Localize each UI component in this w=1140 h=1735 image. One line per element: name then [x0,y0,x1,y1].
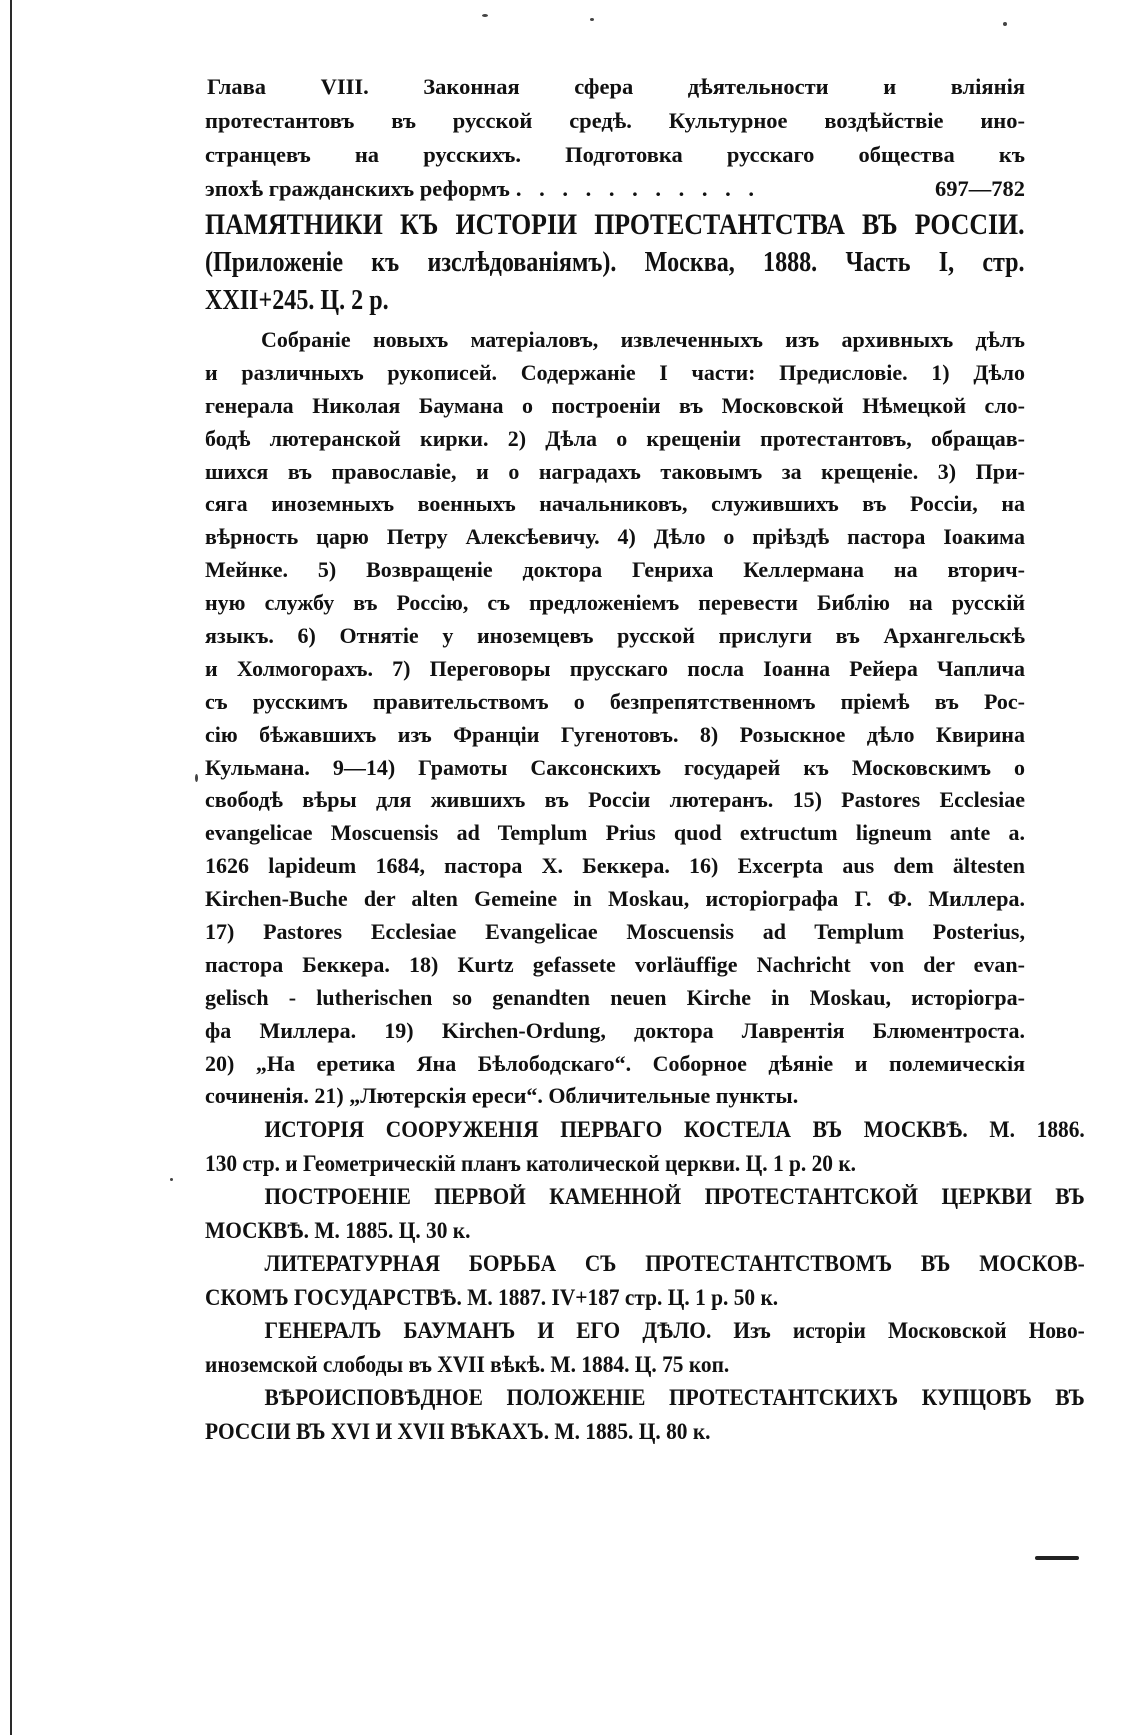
chapter-line: эпохѣ гражданскихъ реформъ [205,176,510,201]
contents-line: и различныхъ рукописей. Содержаніе I части: Предисловіе. 1) Дѣло [205,359,1025,385]
monument-title-line: ПАМЯТНИКИ КЪ ИСТОРІИ ПРОТЕСТАНТСТВА ВЪ РОССІИ. [205,208,1025,241]
contents-line: 17) Pastores Ecclesiae Evangelicae Moscuensis ad Templum Posterius, [205,919,1025,945]
entry-detail-line: СКОМЪ ГОСУДАРСТВѢ. М. 1887. IV+187 стр. Ц. 1 р. 50 к. [205,1284,779,1310]
scan-edge-line [10,0,12,1735]
chapter-line: Глава VIII. Законная сфера дѣятельности и вліянія [207,74,1025,99]
contents-line: Кульмана. 9—14) Грамоты Саксонскихъ государей къ Московскимъ о [205,754,1025,780]
scan-speck [590,18,594,21]
entry-title-line: ЛИТЕРАТУРНАЯ БОРЬБА СЪ ПРОТЕСТАНТСТВОМЪ ВЪ МОСКОВ- [264,1251,1085,1277]
scan-speck [170,1178,173,1181]
contents-line: сяга иноземныхъ военныхъ начальниковъ, служившихъ въ Россіи, на [205,491,1025,517]
text-column [205,70,1085,1448]
entry-title-line: ГЕНЕРАЛЪ БАУМАНЪ И ЕГО ДѢЛО. Изъ исторіи Московской Ново- [264,1318,1085,1344]
contents-line: бодѣ лютеранской кирки. 2) Дѣла о крещеніи протестантовъ, обращав- [205,425,1025,451]
contents-line: сочиненія. 21) „Лютерскія ереси“. Обличительные пункты. [205,1083,799,1109]
contents-line: и Холмогорахъ. 7) Переговоры прусскаго посла Іоанна Рейера Чаплича [205,655,1025,681]
contents-line: gelisch - lutherischen so genandten neuen Kirche in Moskau, исторіогра- [205,984,1025,1010]
entry-detail-line: 130 стр. и Геометрическій планъ католической церкви. Ц. 1 р. 20 к. [205,1150,856,1176]
entry-detail-line: РОССІИ ВЪ XVI И XVII ВѢКАХЪ. М. 1885. Ц. 80 к. [205,1418,711,1444]
entry-title-line: ИСТОРІЯ СООРУЖЕНІЯ ПЕРВАГО КОСТЕЛА ВЪ МОСКВѢ. М. 1886. [264,1117,1085,1143]
monument-title-line: XXII+245. Ц. 2 р. [205,285,389,316]
contents-line: 1626 lapideum 1684, пастора Х. Беккера. 16) Excerpta aus dem ältesten [205,853,1025,879]
scan-speck [1003,22,1007,26]
contents-line: съ русскимъ правительствомъ о безпрепятственномъ пріемѣ въ Рос- [205,688,1025,714]
chapter-line: протестантовъ въ русской средѣ. Культурное воздѣйствіе ино- [205,108,1025,133]
contents-line: пастора Беккера. 18) Kurtz gefassete vorläuffige Nachricht von der evan- [205,951,1025,977]
contents-line: сію бѣжавшихъ изъ Франціи Гугенотовъ. 8) Розыскное дѣло Квирина [205,721,1025,747]
ornament-dash [1035,1556,1079,1560]
contents-line: ную службу въ Россію, съ предложеніемъ перевести Библію на русскій [205,590,1025,616]
bibliography-entries [205,1113,1085,1448]
contents-line: шихся въ православіе, и о наградахъ таковымъ за крещеніе. 3) При- [205,458,1025,484]
page-range: 697—782 [935,176,1025,201]
dot-leader: . . . . . . . . . . . [515,176,761,201]
entry-title-line: ПОСТРОЕНІЕ ПЕРВОЙ КАМЕННОЙ ПРОТЕСТАНТСКОЙ ЦЕРКВИ ВЪ [264,1184,1085,1210]
contents-line: генерала Николая Баумана о построеніи въ Московской Нѣмецкой сло- [205,392,1025,418]
chapter-toc-row [205,172,1025,206]
contents-line: 20) „На еретика Яна Бѣлободскаго“. Соборное дѣяніе и полемическія [205,1050,1025,1076]
chapter-line: странцевъ на русскихъ. Подготовка русскаго общества къ [205,142,1025,167]
contents-line: Мейнке. 5) Возвращеніе доктора Генриха Келлермана на вторич- [205,557,1025,583]
monument-entry [205,206,1025,1113]
entry-detail-line: МОСКВѢ. М. 1885. Ц. 30 к. [205,1217,471,1243]
scan-speck [195,774,198,782]
contents-line: языкъ. 6) Отнятіе у иноземцевъ русской прислуги въ Архангельскѣ [205,623,1025,649]
contents-line: Kirchen-Buche der alten Gemeine in Moskau, исторіографа Г. Ф. Миллера. [205,886,1025,912]
contents-line: вѣрность царю Петру Алексѣевичу. 4) Дѣло о пріѣздѣ пастора Іоакима [205,524,1025,550]
contents-line: evangelicae Moscuensis ad Templum Prius quod extructum ligneum ante a. [205,820,1025,846]
contents-line: Собраніе новыхъ матеріаловъ, извлеченныхъ изъ архивныхъ дѣлъ [261,327,1025,352]
scan-speck [482,14,488,17]
chapter-entry [205,70,1025,206]
entry-detail-line: иноземской слободы въ XVII вѣкѣ. М. 1884. Ц. 75 коп. [205,1351,730,1377]
entry-title-line: ВѢРОИСПОВѢДНОЕ ПОЛОЖЕНІЕ ПРОТЕСТАНТСКИХЪ КУПЦОВЪ ВЪ [264,1385,1085,1411]
contents-line: свободѣ вѣры для жившихъ въ Россіи лютеранъ. 15) Pastores Ecclesiae [205,787,1025,813]
contents-line: фа Миллера. 19) Kirchen-Ordung, доктора Лаврентія Блюментроста. [205,1017,1025,1043]
monument-title-line: (Приложеніе къ изслѣдованіямъ). Москва, 1888. Часть I, стр. [205,247,1025,278]
